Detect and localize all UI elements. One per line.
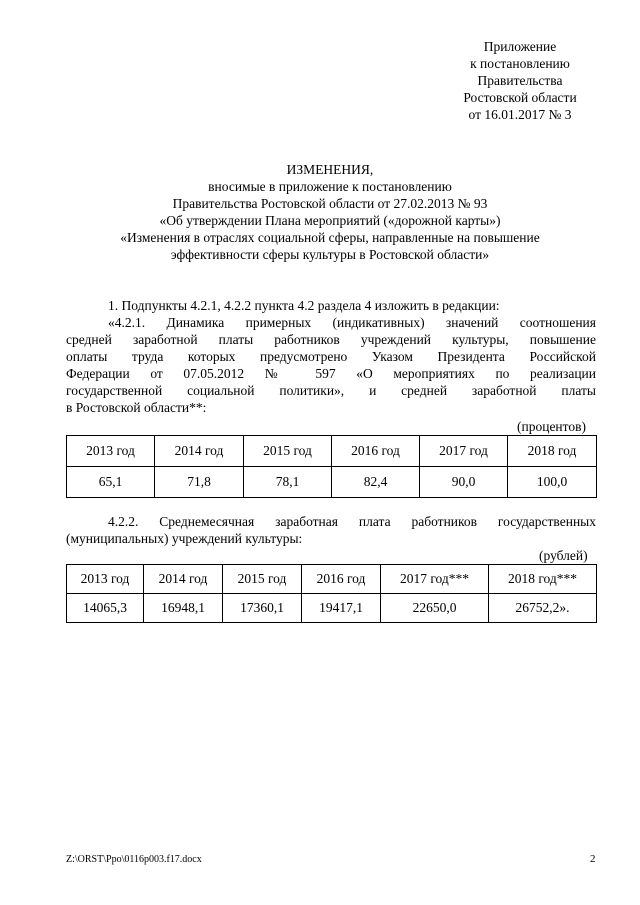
title-line: Правительства Ростовской области от 27.02.2013 № 93	[172, 196, 488, 211]
section-1-paragraph	[66, 297, 596, 416]
table-cell: 90,0	[420, 467, 508, 498]
table-header-row	[67, 565, 597, 594]
text-line: средней заработной платы работников учреждений культуры, повышение	[66, 332, 596, 347]
table-header-cell: 2013 год	[67, 565, 144, 594]
table-cell: 65,1	[67, 467, 155, 498]
page-number: 2	[590, 853, 596, 865]
table-1-unit: (процентов)	[517, 419, 587, 434]
table-cell: 19417,1	[302, 594, 381, 623]
section-1-intro: 1. Подпункты 4.2.1, 4.2.2 пункта 4.2 раздела 4 изложить в редакции:	[108, 298, 500, 313]
title-line: вносимые в приложение к постановлению	[208, 179, 452, 194]
table-2-unit: (рублей)	[539, 548, 588, 563]
table-cell: 78,1	[244, 467, 332, 498]
text-line: (муниципальных) учреждений культуры:	[66, 531, 303, 546]
table-header-cell: 2017 год***	[381, 565, 489, 594]
text-line: 4.2.2. Среднемесячная заработная плата работников государственных	[108, 514, 596, 529]
title-line: ИЗМЕНЕНИЯ,	[286, 162, 374, 177]
table-header-row	[67, 436, 597, 467]
table-header-cell: 2014 год	[144, 565, 223, 594]
table-header-cell: 2014 год	[155, 436, 244, 467]
table-cell: 22650,0	[381, 594, 489, 623]
appendix-line: к постановлению	[470, 56, 570, 71]
table-header-cell: 2016 год	[302, 565, 381, 594]
salary-table	[66, 564, 597, 623]
table-cell: 14065,3	[67, 594, 144, 623]
document-title	[60, 161, 600, 263]
table-header-cell: 2013 год	[67, 436, 155, 467]
title-line: «Об утверждении Плана мероприятий («дорожной карты»)	[159, 213, 501, 228]
table-cell: 82,4	[332, 467, 420, 498]
percent-table	[66, 435, 597, 498]
text-line: в Ростовской области**:	[66, 400, 207, 415]
table-cell: 100,0	[508, 467, 597, 498]
appendix-header	[420, 38, 620, 123]
table-cell: 16948,1	[144, 594, 223, 623]
title-line: «Изменения в отраслях социальной сферы, направленные на повышение	[120, 230, 540, 245]
table-header-cell: 2018 год	[508, 436, 597, 467]
table-cell: 17360,1	[223, 594, 302, 623]
table-row	[67, 594, 597, 623]
appendix-line: от 16.01.2017 № 3	[468, 107, 572, 122]
text-line: оплаты труда которых предусмотрено Указом Президента Российской	[66, 349, 596, 364]
file-path: Z:\ORST\Ppo\0116p003.f17.docx	[66, 854, 202, 865]
section-2-paragraph	[66, 513, 596, 547]
table-cell: 26752,2».	[489, 594, 597, 623]
table-header-cell: 2016 год	[332, 436, 420, 467]
appendix-line: Правительства	[477, 73, 563, 88]
table-header-cell: 2018 год***	[489, 565, 597, 594]
appendix-line: Ростовской области	[463, 90, 577, 105]
text-line: государственной социальной политики», и средней заработной платы	[66, 383, 596, 398]
text-line: Федерации от 07.05.2012 № 597 «О мероприятиях по реализации	[66, 366, 596, 381]
table-row	[67, 467, 597, 498]
table-header-cell: 2017 год	[420, 436, 508, 467]
title-line: эффективности сферы культуры в Ростовской области»	[170, 247, 490, 262]
table-cell: 71,8	[155, 467, 244, 498]
text-line: «4.2.1. Динамика примерных (индикативных) значений соотношения	[108, 315, 596, 330]
table-header-cell: 2015 год	[223, 565, 302, 594]
table-header-cell: 2015 год	[244, 436, 332, 467]
appendix-line: Приложение	[483, 39, 557, 54]
